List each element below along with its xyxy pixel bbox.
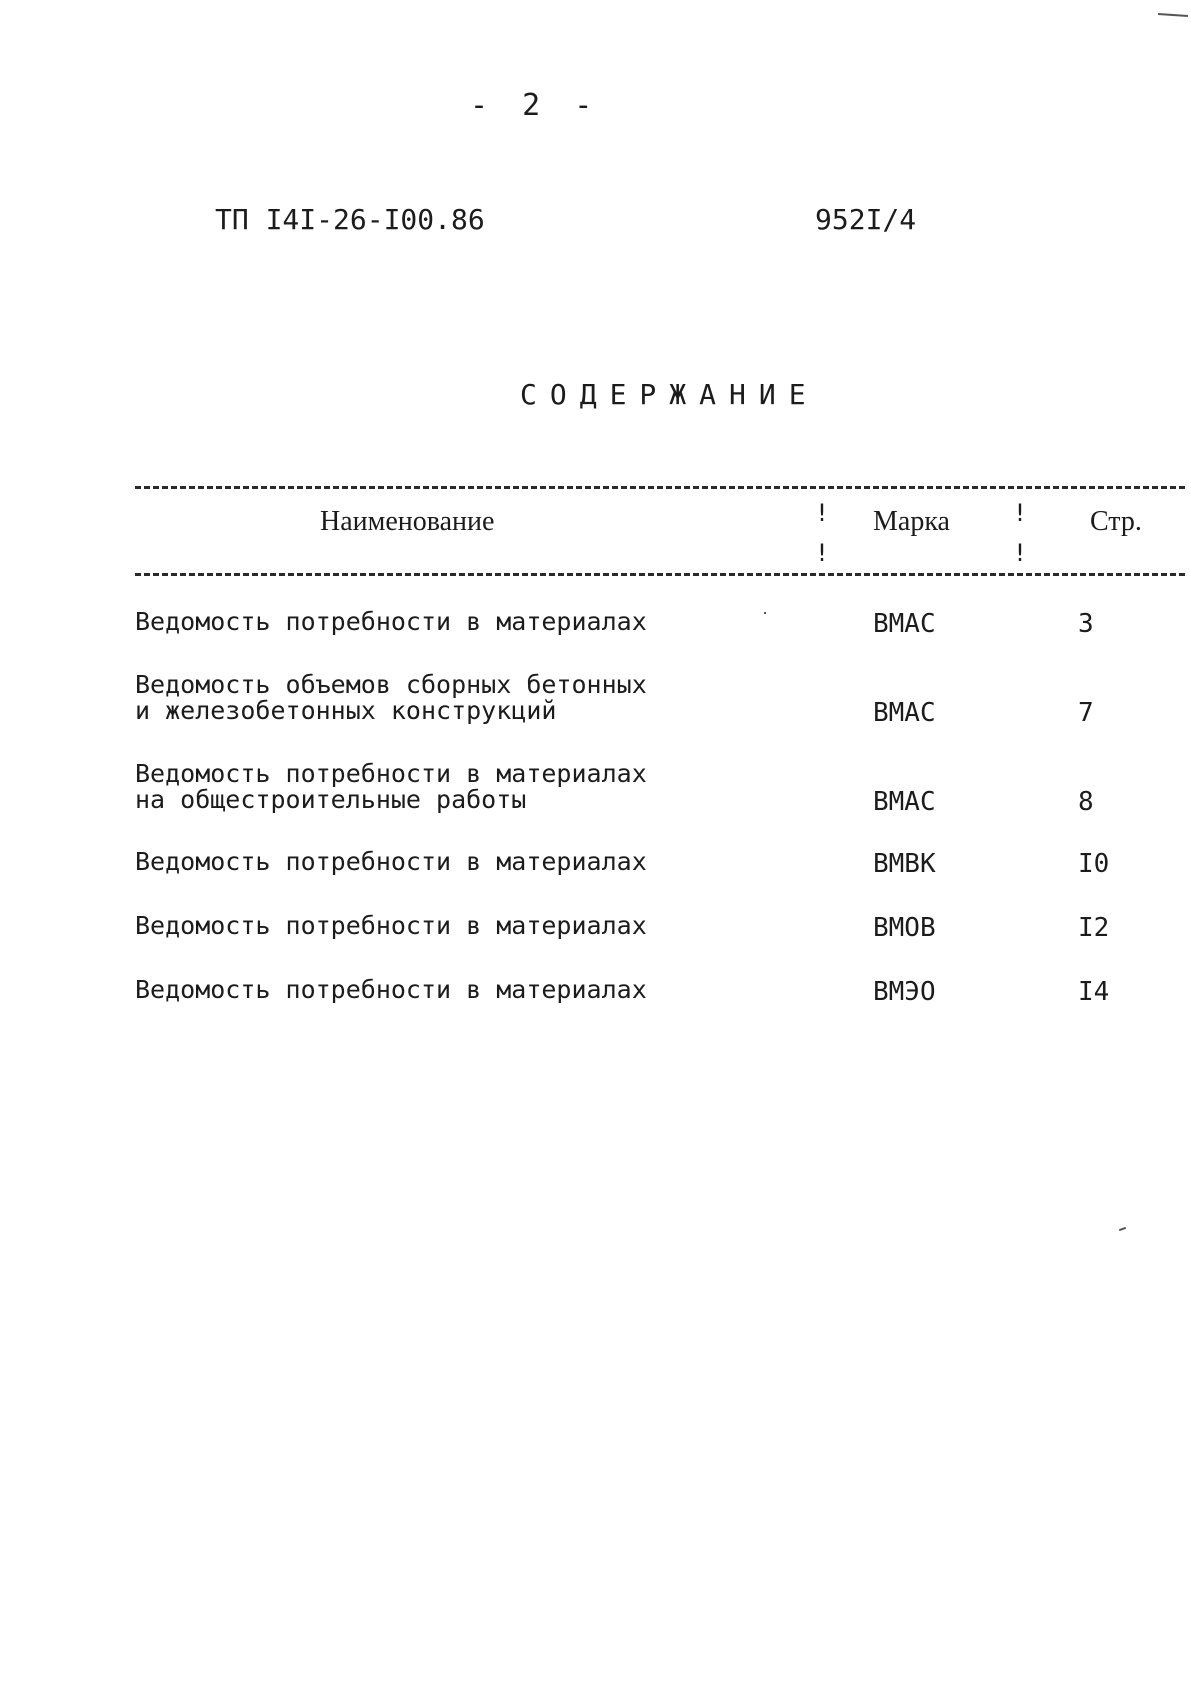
document-code: ТП I4I-26-I00.86	[215, 203, 485, 236]
table-row-mark: ВМАС	[873, 609, 936, 639]
table-row-page: I0	[1078, 849, 1110, 879]
table-row-page: 7	[1078, 698, 1094, 728]
column-separator: ! !	[1012, 499, 1028, 567]
table-row-name: Ведомость объемов сборных бетонных и железобетонных конструкций	[135, 670, 647, 725]
table-row-page: 8	[1078, 787, 1094, 817]
scan-mark	[1158, 13, 1188, 17]
scan-speck	[764, 612, 766, 614]
column-separator: ! !	[814, 499, 830, 567]
scan-mark	[1119, 1227, 1126, 1231]
table-row-mark: ВМАС	[873, 787, 936, 817]
table-row-mark: ВМАС	[873, 698, 936, 728]
document-number: 952I/4	[815, 203, 917, 236]
column-header-name: Наименование	[320, 506, 495, 537]
table-top-rule	[135, 486, 1185, 489]
table-header-rule	[135, 573, 1185, 576]
table-row-name: Ведомость потребности в материалах	[135, 911, 647, 940]
table-row-mark: ВМОВ	[873, 913, 936, 943]
table-row-name: Ведомость потребности в материалах	[135, 975, 647, 1004]
table-row-name: Ведомость потребности в материалах на общестроительные работы	[135, 759, 647, 814]
table-row-mark: ВМВК	[873, 849, 936, 879]
column-header-page: Стр.	[1090, 506, 1142, 537]
table-row-page: I4	[1078, 977, 1110, 1007]
page-number: - 2 -	[470, 88, 601, 123]
column-header-mark: Марка	[873, 506, 950, 537]
table-row-name: Ведомость потребности в материалах	[135, 847, 647, 876]
table-row-name: Ведомость потребности в материалах	[135, 607, 647, 636]
table-row-page: I2	[1078, 913, 1110, 943]
table-row-page: 3	[1078, 609, 1094, 639]
table-row-mark: ВМЭО	[873, 977, 936, 1007]
contents-title: СОДЕРЖАНИЕ	[520, 378, 819, 411]
